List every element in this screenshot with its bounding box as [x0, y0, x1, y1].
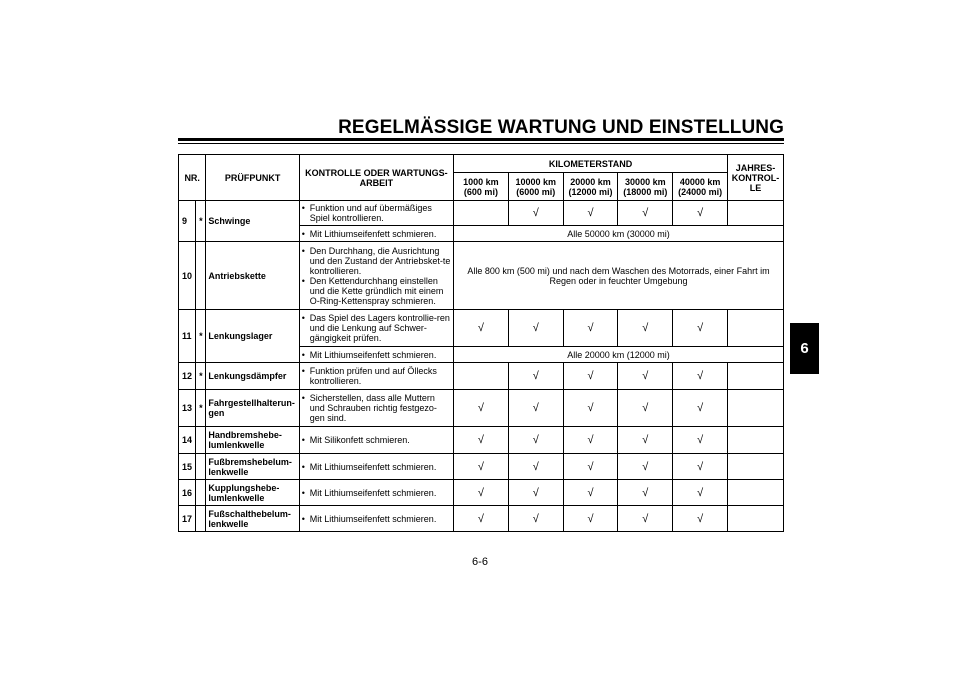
check-mark: √	[508, 454, 563, 480]
row-item: Handbremshebe-lumlenkwelle	[206, 427, 299, 454]
check-mark: √	[454, 310, 509, 347]
row-item: Antriebskette	[206, 242, 299, 310]
bullet-icon: •	[301, 461, 305, 472]
row-item: Lenkungsdämpfer	[206, 363, 299, 390]
row-star: *	[196, 363, 206, 390]
row-star: *	[196, 390, 206, 427]
header-km-4: 30000 km (18000 mi)	[618, 173, 673, 201]
table-row	[179, 242, 784, 310]
row-nr: 15	[179, 454, 196, 480]
check-mark: √	[508, 480, 563, 506]
table-row	[179, 480, 784, 506]
bullet-icon: •	[301, 513, 305, 524]
row-nr: 13	[179, 390, 196, 427]
check-mark: √	[618, 454, 673, 480]
bullet-icon: •	[301, 393, 305, 403]
check-mark: √	[618, 427, 673, 454]
check-mark: √	[673, 506, 728, 532]
check-mark: √	[618, 390, 673, 427]
check-mark: √	[563, 427, 618, 454]
interval-note: Alle 800 km (500 mi) und nach dem Waschen des Motorrads, einer Fahrt im Regen oder in feuchter Umgebung	[454, 242, 784, 310]
row-nr: 17	[179, 506, 196, 532]
row-task: • Sicherstellen, dass alle Muttern und Schrauben richtig festgezo-gen sind.	[299, 390, 453, 427]
row-star	[196, 427, 206, 454]
row-task: • Mit Lithiumseifenfett schmieren.	[299, 454, 453, 480]
check-mark: √	[508, 363, 563, 390]
check-mark: √	[563, 506, 618, 532]
row-task: • Mit Silikonfett schmieren.	[299, 427, 453, 454]
check-mark: √	[673, 310, 728, 347]
header-kontrolle: KONTROLLE ODER WARTUNGS-ARBEIT	[299, 155, 453, 201]
header-km-2: 10000 km (6000 mi)	[508, 173, 563, 201]
row-nr: 11	[179, 310, 196, 363]
bullet-icon: •	[301, 203, 305, 213]
row-nr: 14	[179, 427, 196, 454]
check-mark: √	[618, 201, 673, 226]
row-nr: 10	[179, 242, 196, 310]
interval-note: Alle 20000 km (12000 mi)	[454, 347, 784, 363]
header-km-1: 1000 km (600 mi)	[454, 173, 509, 201]
header-jahreskontrolle: JAHRES-KONTROL-LE	[728, 155, 784, 201]
row-task: • Mit Lithiumseifenfett schmieren.	[299, 480, 453, 506]
check-mark: √	[673, 427, 728, 454]
header-km-5: 40000 km (24000 mi)	[673, 173, 728, 201]
check-mark: √	[454, 390, 509, 427]
check-mark: √	[508, 427, 563, 454]
row-nr: 16	[179, 480, 196, 506]
table-row	[179, 363, 784, 390]
row-star	[196, 454, 206, 480]
check-mark: √	[508, 390, 563, 427]
header-pruefpunkt: PRÜFPUNKT	[206, 155, 299, 201]
row-item: Schwinge	[206, 201, 299, 242]
interval-note: Alle 50000 km (30000 mi)	[454, 226, 784, 242]
header-nr: NR.	[179, 155, 206, 201]
row-task: • Funktion prüfen und auf Öllecks kontrollieren.	[299, 363, 453, 390]
check-mark: √	[508, 506, 563, 532]
row-item: Lenkungslager	[206, 310, 299, 363]
check-mark: √	[618, 506, 673, 532]
check-mark: √	[673, 201, 728, 226]
check-mark: √	[508, 310, 563, 347]
check-mark: √	[563, 363, 618, 390]
check-mark: √	[454, 480, 509, 506]
bullet-icon: •	[301, 245, 305, 256]
chapter-tab[interactable]: 6	[790, 323, 819, 374]
check-mark: √	[563, 480, 618, 506]
page-title: REGELMÄSSIGE WARTUNG UND EINSTELLUNG	[338, 117, 784, 138]
table-row	[179, 201, 784, 226]
check-mark: √	[454, 427, 509, 454]
check-mark: √	[673, 454, 728, 480]
row-task: • Den Durchhang, die Ausrichtung und den Zustand der Antriebsket-te kontrollieren. • Den Kettendurchhang einstellen und die Kette gründlich mit einem O-Ring-Kettenspray schmieren.	[299, 242, 453, 310]
row-task: • Das Spiel des Lagers kontrollie-ren und die Lenkung auf Schwer-gängigkeit prüfen.	[299, 310, 453, 347]
check-mark: √	[563, 390, 618, 427]
row-nr: 12	[179, 363, 196, 390]
bullet-icon: •	[301, 313, 305, 323]
row-item: Fußbremshebelum-lenkwelle	[206, 454, 299, 480]
table-row	[179, 427, 784, 454]
row-task: • Mit Lithiumseifenfett schmieren.	[299, 226, 453, 242]
row-star: *	[196, 310, 206, 363]
bullet-icon: •	[301, 349, 305, 360]
table-row	[179, 506, 784, 532]
table-row	[179, 310, 784, 347]
row-star: *	[196, 201, 206, 242]
header-km-3: 20000 km (12000 mi)	[563, 173, 618, 201]
bullet-icon: •	[301, 275, 305, 286]
title-rule-thin	[178, 143, 784, 144]
check-mark: √	[563, 201, 618, 226]
check-mark: √	[563, 454, 618, 480]
check-mark: √	[673, 390, 728, 427]
title-rule-thick	[178, 138, 784, 141]
check-mark: √	[618, 480, 673, 506]
check-mark: √	[673, 480, 728, 506]
page-number: 6-6	[472, 556, 488, 568]
row-task: • Funktion und auf übermäßiges Spiel kontrollieren.	[299, 201, 453, 226]
row-item: Fahrgestellhalterun-gen	[206, 390, 299, 427]
row-task: • Mit Lithiumseifenfett schmieren.	[299, 347, 453, 363]
check-mark: √	[673, 363, 728, 390]
row-nr: 9	[179, 201, 196, 242]
bullet-icon: •	[301, 487, 305, 498]
bullet-icon: •	[301, 228, 305, 239]
check-mark: √	[618, 310, 673, 347]
table-row	[179, 454, 784, 480]
row-star	[196, 242, 206, 310]
header-kilometerstand: KILOMETERSTAND	[454, 155, 728, 173]
check-mark: √	[618, 363, 673, 390]
row-item: Kupplungshebe-lumlenkwelle	[206, 480, 299, 506]
row-task: • Mit Lithiumseifenfett schmieren.	[299, 506, 453, 532]
bullet-icon: •	[301, 366, 305, 376]
check-mark: √	[454, 506, 509, 532]
table-row	[179, 390, 784, 427]
row-item: Fußschalthebelum-lenkwelle	[206, 506, 299, 532]
check-mark: √	[508, 201, 563, 226]
row-star	[196, 506, 206, 532]
bullet-icon: •	[301, 435, 305, 445]
check-mark: √	[563, 310, 618, 347]
check-mark: √	[454, 454, 509, 480]
row-star	[196, 480, 206, 506]
maintenance-table	[178, 154, 784, 532]
